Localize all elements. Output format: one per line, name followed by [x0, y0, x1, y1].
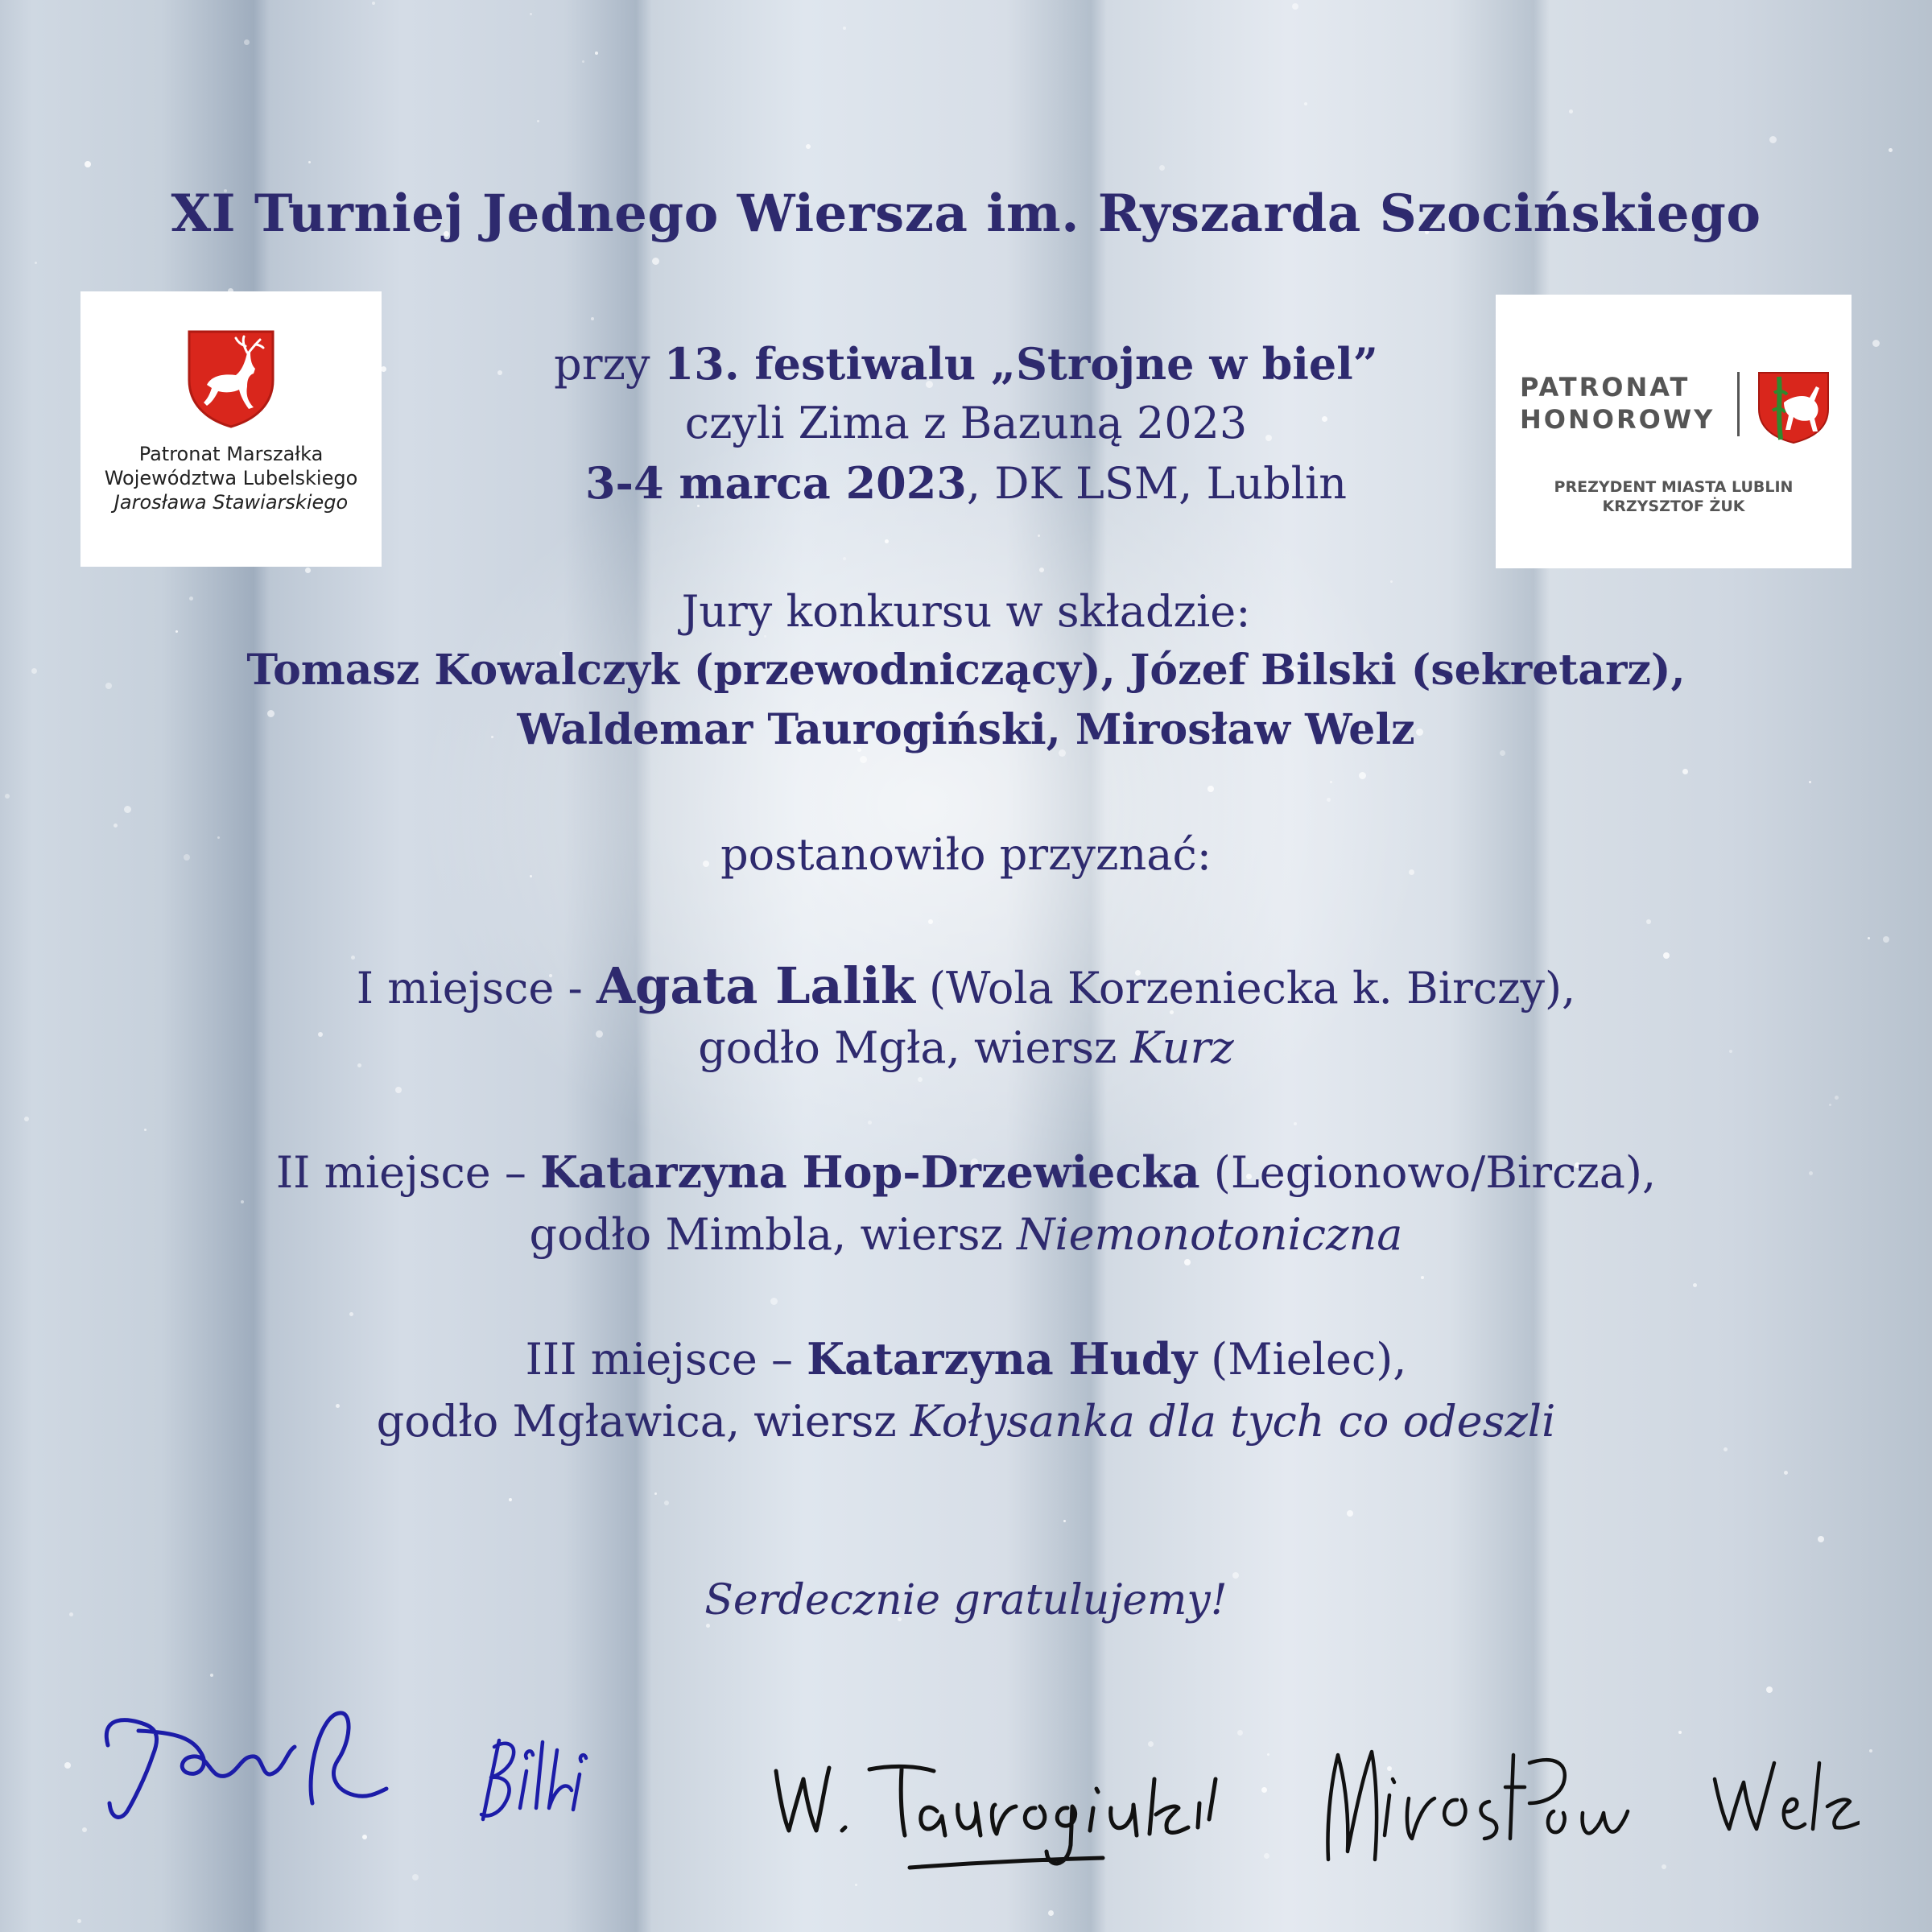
snowflake: [652, 258, 659, 265]
snowflake: [1159, 165, 1165, 171]
snowflake: [843, 557, 846, 560]
award-3-origin: (Mielec),: [1196, 1334, 1407, 1385]
snowflake: [82, 1827, 87, 1832]
logo-right-word1: PATRONAT: [1520, 372, 1690, 402]
snowflake: [1829, 1104, 1831, 1106]
jury-members-line2: Waldemar Taurogiński, Mirosław Welz: [517, 705, 1415, 754]
award-2-motto: godło Mimbla, wiersz: [529, 1209, 1018, 1260]
award-3-motto: godło Mgławica, wiersz: [376, 1396, 910, 1447]
snowflake: [1569, 109, 1573, 114]
signature-jozef-bilski: [459, 1731, 676, 1827]
snowflake: [770, 1298, 778, 1305]
snowflake: [1063, 1520, 1066, 1522]
snowflake: [144, 1129, 147, 1131]
snowflake: [1869, 1749, 1872, 1752]
page-title: XI Turniej Jednego Wiersza im. Ryszarda Szocińskiego: [171, 184, 1761, 244]
snowflake: [1039, 568, 1044, 572]
snowflake: [1682, 769, 1688, 774]
snowflake: [1359, 772, 1366, 779]
snowflake: [664, 1501, 669, 1505]
snowflake: [1809, 781, 1811, 783]
snowflake: [843, 27, 846, 30]
jury-members-line1: Tomasz Kowalczyk (przewodniczący), Józef Bilski (sekretarz),: [246, 646, 1686, 695]
snowflake: [1267, 1753, 1269, 1756]
snowflake: [1294, 1122, 1297, 1125]
snowflake: [1769, 136, 1777, 143]
snowflake: [509, 1498, 512, 1501]
snowflake: [124, 806, 131, 813]
snowflake: [928, 919, 933, 924]
award-3-line: [0, 1333, 1932, 1385]
award-3-name: Katarzyna Hudy: [807, 1333, 1197, 1385]
snowflake: [85, 161, 91, 167]
snowflake: [244, 39, 250, 45]
snowflake: [1390, 580, 1393, 583]
snowflake: [1646, 919, 1651, 924]
snowflake: [1784, 1471, 1788, 1475]
snowflake: [591, 317, 594, 320]
snowflake: [1038, 535, 1040, 537]
logo-left-line1: Patronat Marszałka: [138, 443, 324, 465]
snowflake: [35, 262, 37, 264]
award-1-motto: godło Mgła, wiersz: [698, 1022, 1131, 1073]
festival-name: 13. festiwalu „Strojne w biel”: [663, 338, 1378, 390]
snowflake: [1264, 1853, 1269, 1859]
award-2-line: [0, 1146, 1932, 1198]
snowflake: [1330, 781, 1332, 783]
festival-subtitle: czyli Zima z Bazuną 2023: [684, 398, 1248, 448]
award-2-motto-line: [0, 1209, 1932, 1260]
snowflake: [918, 1077, 923, 1082]
festival-prefix: przy: [554, 339, 664, 390]
snowflake: [349, 1312, 353, 1316]
snowflake: [241, 1200, 244, 1203]
snowflake: [1237, 1730, 1243, 1736]
snowflake: [1184, 1259, 1191, 1265]
snowflake: [1261, 1787, 1267, 1793]
jury-intro: Jury konkursu w składzie:: [681, 586, 1251, 637]
snowflake: [77, 1919, 81, 1923]
snowflake: [806, 144, 811, 149]
snowflake: [1208, 786, 1214, 792]
snowflake: [537, 120, 539, 122]
signature-waldemar-tauroginski: [765, 1747, 1232, 1884]
snowflake: [885, 539, 889, 543]
award-1-name: Agata Lalik: [596, 956, 915, 1015]
award-3-place: III miejsce –: [525, 1334, 807, 1385]
snowflake: [855, 1884, 857, 1886]
logo-left-line2: Województwa Lubelskiego: [104, 467, 358, 489]
decision-text: postanowiło przyznać:: [720, 829, 1212, 880]
award-1-poem: Kurz: [1130, 1022, 1234, 1073]
snowflake: [1889, 148, 1893, 152]
snowflake: [1724, 1447, 1728, 1451]
snowflake: [308, 161, 311, 163]
snowflake: [1148, 1741, 1154, 1747]
award-2-place: II miejsce –: [275, 1147, 541, 1198]
snowflake: [24, 1117, 29, 1121]
snowflake: [1304, 102, 1307, 105]
snowflake: [868, 1121, 872, 1125]
snowflake: [412, 1874, 419, 1880]
festival-place: , DK LSM, Lublin: [966, 458, 1348, 509]
snowflake: [305, 568, 311, 573]
award-1-line: [0, 956, 1932, 1015]
snowflake: [1421, 1276, 1424, 1279]
festival-date-line: [0, 457, 1932, 509]
award-2-poem: Niemonotoniczna: [1017, 1209, 1403, 1260]
snowflake: [1693, 1283, 1697, 1287]
snowflake: [395, 1087, 402, 1093]
snowflake: [1835, 1096, 1839, 1100]
award-2-name: Katarzyna Hop-Drzewiecka: [540, 1146, 1200, 1198]
snowflake: [1048, 1910, 1054, 1916]
snowflake: [1766, 1686, 1773, 1693]
snowflake: [1678, 1731, 1682, 1734]
snowflake: [595, 52, 598, 55]
award-2-origin: (Legionowo/Bircza),: [1199, 1147, 1657, 1198]
snowflake: [1868, 937, 1870, 939]
award-1-motto-line: [0, 1022, 1932, 1073]
snowflake: [582, 60, 584, 63]
snowflake: [1883, 936, 1889, 943]
logo-left-line3: Jarosława Stawiarskiego: [114, 491, 349, 514]
snowflake: [860, 756, 867, 763]
award-1-place: I miejsce -: [356, 963, 597, 1013]
snowflake: [64, 1762, 71, 1769]
snowflake: [1818, 1536, 1824, 1542]
snowflake: [1292, 3, 1298, 10]
logo-right-word2: HONOROWY: [1520, 404, 1715, 435]
snowflake: [5, 794, 10, 799]
snowflake: [1347, 1510, 1353, 1517]
closing-text: Serdecznie gratulujemy!: [704, 1576, 1228, 1624]
snowflake: [372, 2, 375, 5]
signature-tomasz-kowalczyk: [97, 1682, 394, 1835]
signature-miroslaw-welz: [1312, 1739, 1860, 1876]
snowflake: [114, 824, 118, 828]
logo-right-line2: KRZYSZTOF ŻUK: [1602, 497, 1745, 515]
snowflake: [1327, 798, 1331, 802]
festival-date: 3-4 marca 2023: [584, 457, 967, 509]
snowflake: [654, 1492, 657, 1495]
festival-line: [0, 338, 1932, 390]
snowflake: [530, 13, 532, 15]
logo-right-line1: PREZYDENT MIASTA LUBLIN: [1554, 478, 1794, 496]
award-1-origin: (Wola Korzeniecka k. Birczy),: [914, 963, 1576, 1013]
award-3-motto-line: [0, 1396, 1932, 1447]
snowflake: [210, 1674, 213, 1677]
award-3-poem: Kołysanka dla tych co odeszli: [910, 1396, 1556, 1447]
